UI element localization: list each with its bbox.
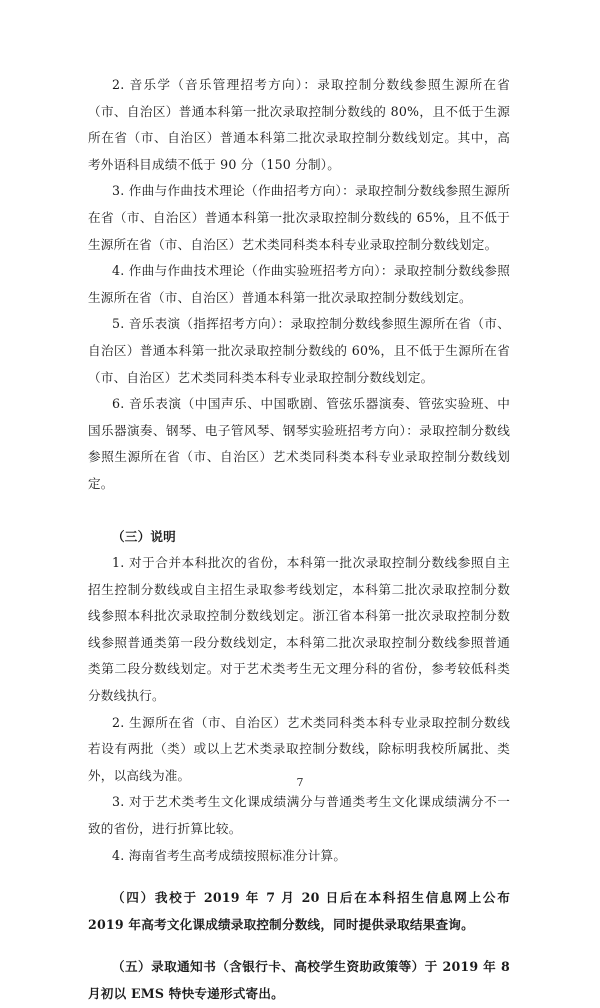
spacer xyxy=(88,498,510,524)
section-3-heading: （三）说明 xyxy=(112,528,176,544)
item-composition: 3. 作曲与作曲技术理论（作曲招考方向）：录取控制分数线参照生源所在省（市、自治区）普通本科第一批次录取控制分数线的 65%，且不低于生源所在省（市、自治区）艺术类同科类本科专业录取控制分数线划定。 xyxy=(88,183,510,252)
note-3: 3. 对于艺术类考生文化课成绩满分与普通类考生文化课成绩满分不一致的省份，进行折算比较。 xyxy=(88,794,510,837)
note-4: 4. 海南省考生高考成绩按照标准分计算。 xyxy=(112,847,347,863)
document-body xyxy=(88,72,510,1008)
page-number: 7 xyxy=(296,776,304,789)
item-music-performance: 6. 音乐表演（中国声乐、中国歌剧、管弦乐器演奏、管弦实验班、中国乐器演奏、钢琴、电子管风琴、钢琴实验班招考方向）：录取控制分数线参照生源所在省（市、自治区）艺术类同科类本科专业录取控制分数线划定。 xyxy=(88,396,510,491)
spacer xyxy=(88,869,510,885)
note-1: 1. 对于合并本科批次的省份，本科第一批次录取控制分数线参照自主招生控制分数线或自主招生录取参考线划定，本科第二批次录取控制分数线参照本科批次录取控制分数线划定。浙江省本科第一批次录取控制分数线参照普通类第一段分数线划定，本科第二批次录取控制分数线参照普通类第二段分数线划定。对于艺术类考生无文理分科的省份，参考较低科类分数线执行。 xyxy=(88,555,510,704)
section-5-paragraph: （五）录取通知书（含银行卡、高校学生资助政策等）于 2019 年 8 月初以 EMS 特快专递形式寄出。 xyxy=(88,959,510,1001)
item-conducting: 5. 音乐表演（指挥招考方向）：录取控制分数线参照生源所在省（市、自治区）普通本科第一批次录取控制分数线的 60%，且不低于生源所在省（市、自治区）艺术类同科类本科专业录取控制分数线划定。 xyxy=(88,316,510,385)
section-4-paragraph: （四）我校于 2019 年 7 月 20 日后在本科招生信息网上公布 2019 年高考文化课成绩录取控制分数线，同时提供录取结果查询。 xyxy=(88,890,510,932)
item-music-management: 2. 音乐学（音乐管理招考方向）：录取控制分数线参照生源所在省（市、自治区）普通本科第一批次录取控制分数线的 80%，且不低于生源所在省（市、自治区）普通本科第二批次录取控制分数线划定。其中，高考外语科目成绩不低于 90 分（150 分制）。 xyxy=(88,77,510,172)
note-2: 2. 生源所在省（市、自治区）艺术类同科类本科专业录取控制分数线若设有两批（类）或以上艺术类录取控制分数线，除标明我校所属批、类外，以高线为准。 xyxy=(88,714,510,783)
spacer xyxy=(88,938,510,954)
item-composition-experimental: 4. 作曲与作曲技术理论（作曲实验班招考方向）：录取控制分数线参照生源所在省（市、自治区）普通本科第一批次录取控制分数线划定。 xyxy=(88,263,510,305)
